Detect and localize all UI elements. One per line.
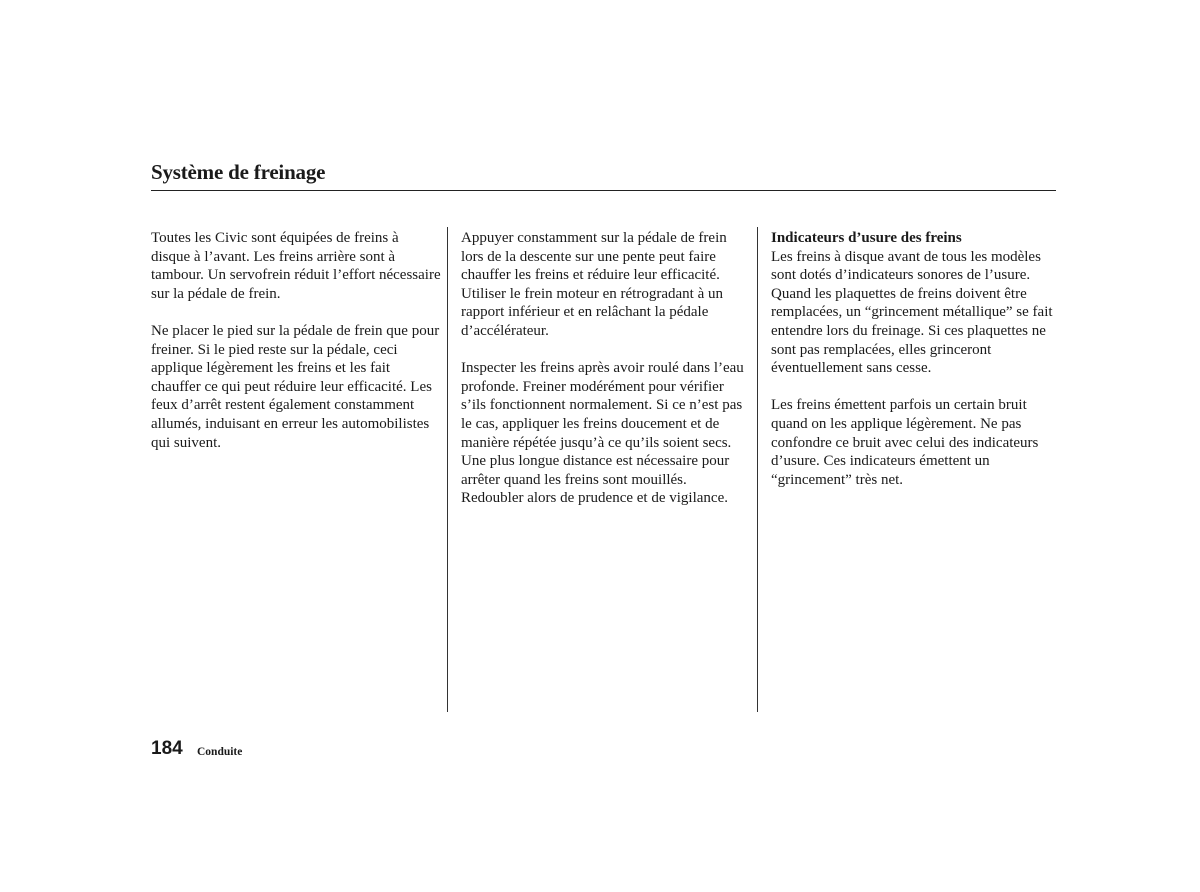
- left-column: [151, 229, 441, 471]
- paragraph: Les freins à disque avant de tous les modèles sont dotés d’indicateurs sonores de l’usure. Quand les plaquettes de freins doivent être remplacées, un “grincement métallique” se fait entendre lors du freinage. Si ces plaquettes ne sont pas remplacées, elles grinceront éventuellement sans cesse.: [771, 248, 1053, 377]
- paragraph: Inspecter les freins après avoir roulé dans l’eau profonde. Freiner modérément pour vérifier s’ils fonctionnent normalement. Si ce n’est pas le cas, appliquer les freins doucement et de manière répétée jusqu’à ce qu’ils soient secs. Une plus longue distance est nécessaire pour arrêter quand les freins sont mouillés. Redoubler alors de prudence et de vigilance.: [461, 360, 744, 507]
- page-title: Système de freinage: [151, 160, 326, 184]
- paragraph: Appuyer constamment sur la pédale de frein lors de la descente sur une pente peut faire chauffer les freins et réduire leur efficacité. Utiliser le frein moteur en rétrogradant à un rapport inférieur et en relâchant la pédale d’accélérateur.: [461, 230, 727, 339]
- right-column: [771, 229, 1061, 508]
- column-divider: [757, 227, 758, 712]
- paragraph: Toutes les Civic sont équipées de freins à disque à l’avant. Les freins arrière sont à tambour. Un servofrein réduit l’effort nécessaire sur la pédale de frein.: [151, 230, 441, 302]
- footer-section-label: Conduite: [197, 746, 243, 758]
- paragraph: Les freins émettent parfois un certain bruit quand on les applique légèrement. Ne pas confondre ce bruit avec celui des indicateurs d’usure. Ces indicateurs émettent un “grincement” très net.: [771, 397, 1039, 488]
- paragraph: Ne placer le pied sur la pédale de frein que pour freiner. Si le pied reste sur la pédale, ceci applique légèrement les freins et les fait chauffer ce qui peut réduire leur efficacité. Les feux d’arrêt restent également constamment allumés, induisant en erreur les automobilistes qui suivent.: [151, 322, 440, 451]
- page-number: 184: [151, 738, 183, 759]
- section-heading: Indicateurs d’usure des freins: [771, 230, 962, 246]
- title-rule: [151, 190, 1056, 191]
- column-divider: [447, 227, 448, 712]
- middle-column: [461, 229, 751, 527]
